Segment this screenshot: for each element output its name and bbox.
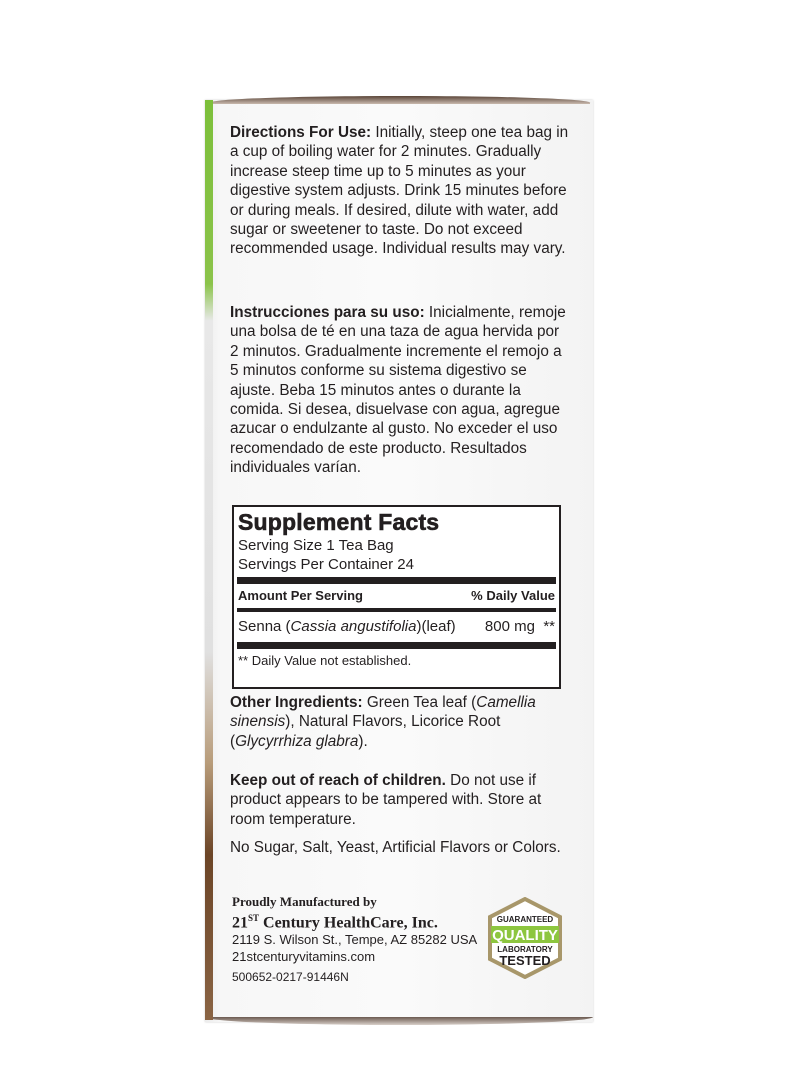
instrucciones-text: Inicialmente, remoje una bolsa de té en una taza de agua hervida por 2 minutos. Gradualmente incremente el remojo a 5 minutos conforme su sistema digestivo se ajuste. Beba 15 minutos antes o durante la comida. Si desea, disuelvase con agua, agregue azucar o endulzante al gusto. No exceder el uso recomendado de este producto. Resultados individuales varían. <box>230 304 566 477</box>
ingredient-label <box>238 617 456 637</box>
servings-per-container: Servings Per Container 24 <box>238 556 414 573</box>
manufacturer-intro: Proudly Manufactured by <box>232 894 377 909</box>
quality-badge-icon <box>487 897 563 979</box>
warning-label: Keep out of reach of children. <box>230 772 446 789</box>
warning-text: Do not use if product appears to be tampered with. Store at room temperature. <box>230 772 542 828</box>
oi-text: ). <box>358 732 368 750</box>
name-rest: Century HealthCare, Inc. <box>259 914 438 932</box>
box-top-edge <box>210 96 590 104</box>
name-num: 21 <box>232 914 248 932</box>
oi-latin: Glycyrrhiza glabra <box>235 732 359 750</box>
ingredient-values <box>485 617 555 637</box>
ingredient-amount: 800 mg <box>484 618 535 635</box>
ingredient-latin: Cassia angustifolia <box>290 618 417 635</box>
other-ingredients-label: Other Ingredients: <box>230 694 363 711</box>
badge-line3: LABORATORY <box>497 945 553 954</box>
supplement-facts-title: Supplement Facts <box>238 509 440 535</box>
ingredient-row <box>234 615 559 639</box>
manufacturer-block <box>232 893 477 986</box>
box-bottom-edge <box>205 1017 593 1025</box>
free-from: No Sugar, Salt, Yeast, Artificial Flavors or Colors. <box>230 839 561 856</box>
oi-text: Green Tea leaf ( <box>362 694 477 711</box>
manufacturer-website: 21stcenturyvitamins.com <box>232 949 376 965</box>
ingredient-dv: ** <box>543 618 555 635</box>
facts-header-row <box>234 587 559 605</box>
product-code: 500652-0217-91446N <box>232 970 349 985</box>
serving-size: Serving Size 1 Tea Bag <box>238 537 394 554</box>
directions-label: Directions For Use: <box>230 124 372 141</box>
name-sup: ST <box>248 913 260 923</box>
instrucciones-paragraph <box>230 303 570 478</box>
warning-paragraph <box>230 771 570 829</box>
badge-line4: TESTED <box>499 953 551 968</box>
dv-header: % Daily Value <box>471 588 555 603</box>
badge-line1: GUARANTEED <box>496 915 554 924</box>
facts-footnote: ** Daily Value not established. <box>238 653 412 668</box>
divider <box>237 608 556 612</box>
divider <box>237 577 556 584</box>
other-ingredients <box>230 693 570 751</box>
supplement-facts-panel <box>232 505 561 689</box>
manufacturer-address: 2119 S. Wilson St., Tempe, AZ 85282 USA <box>232 932 478 948</box>
amount-header: Amount Per Serving <box>238 588 363 603</box>
directions-paragraph <box>230 123 570 259</box>
oi-text: ), Natural Flavors, Licorice Root ( <box>230 713 501 750</box>
manufacturer-name <box>232 910 477 931</box>
ingredient-part: )(leaf) <box>416 618 456 635</box>
instrucciones-label: Instrucciones para su uso: <box>230 304 425 321</box>
ingredient-name: Senna ( <box>238 618 291 635</box>
divider <box>237 642 556 649</box>
directions-text: Initially, steep one tea bag in a cup of boiling water for 2 minutes. Gradually increase steep time up to 5 minutes as your digestive system adjusts. Drink 15 minutes before or during meals. If desired, dilute with water, add sugar or sweetener to taste. Do not exceed recommended usage. Individual results may vary. <box>230 124 569 258</box>
oi-latin: Camellia sinensis <box>230 694 536 731</box>
box-left-edge-strip <box>205 100 213 1020</box>
badge-line2: QUALITY <box>492 927 558 944</box>
